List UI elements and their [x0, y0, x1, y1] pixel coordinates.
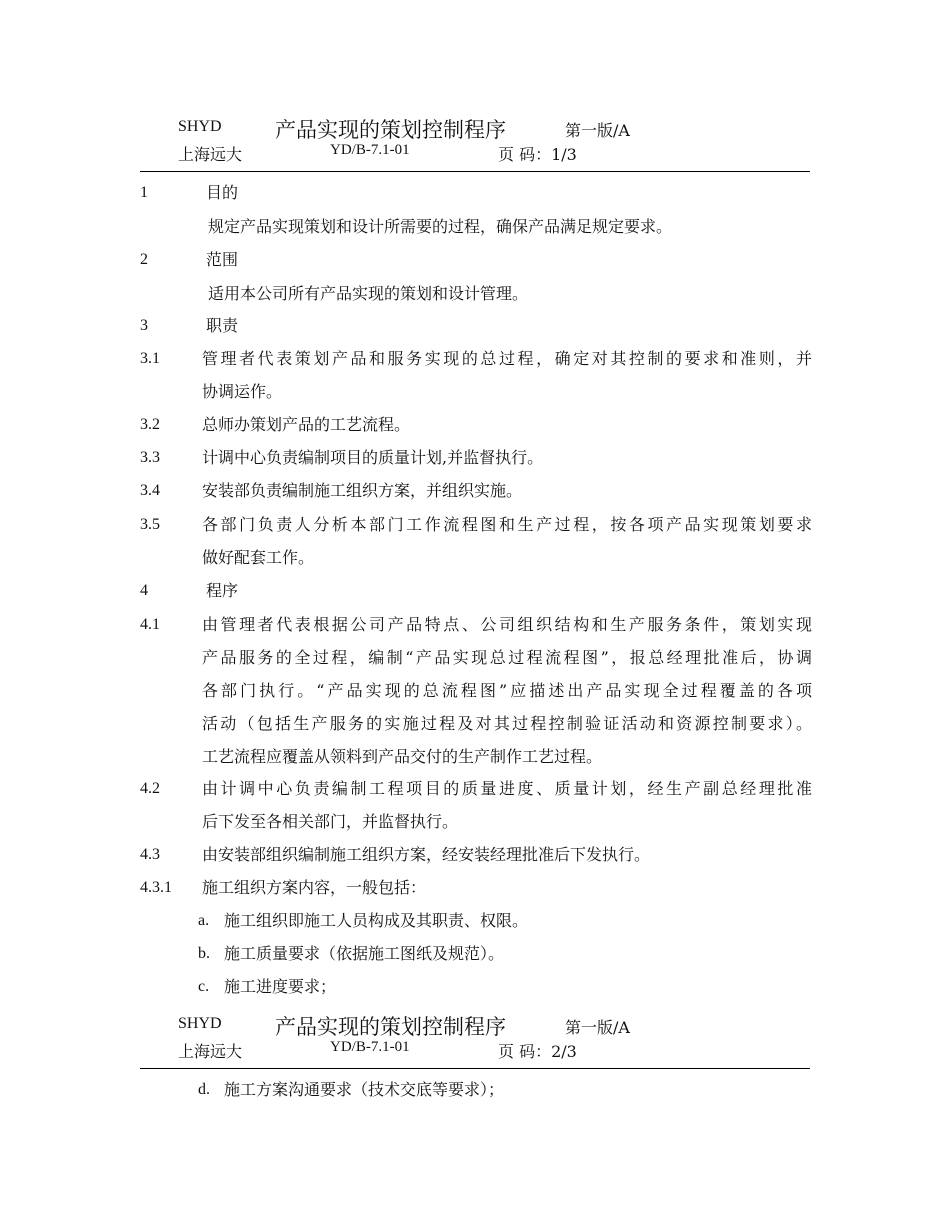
clause-text: 管理者代表策划产品和服务实现的总过程，确定对其控制的要求和准则，并	[202, 349, 812, 368]
section-heading	[140, 243, 812, 277]
clause-number: 3.4	[140, 482, 160, 499]
paragraph-line	[140, 277, 812, 311]
clause-text: 活动（包括生产服务的实施过程及对其过程控制验证活动和资源控制要求）。	[202, 714, 812, 733]
clause-text: 各部门负责人分析本部门工作流程图和生产过程，按各项产品实现策划要求	[202, 515, 812, 534]
clause-text: 由管理者代表根据公司产品特点、公司组织结构和生产服务条件，策划实现	[202, 615, 812, 634]
list-item	[140, 937, 812, 971]
clause-line	[140, 871, 812, 905]
clause-number: 3.1	[140, 350, 160, 367]
list-item	[140, 904, 812, 938]
clause-text: 产品服务的全过程，编制“产品实现总过程流程图”，报总经理批准后，协调	[202, 648, 812, 667]
section-number: 4	[140, 582, 148, 599]
clause-line	[140, 342, 812, 376]
clause-number: 4.2	[140, 780, 160, 797]
paragraph-line	[140, 210, 812, 244]
clause-number: 3.2	[140, 416, 160, 433]
page-header-2	[178, 1015, 738, 1063]
clause-continuation	[140, 707, 812, 741]
list-text: 施工质量要求（依据施工图纸及规范）。	[224, 944, 505, 963]
document-title: 产品实现的策划控制程序	[275, 1015, 506, 1039]
header-page-number: 页 码：2/3	[498, 1042, 577, 1061]
clause-number: 3.5	[140, 516, 160, 533]
clause-continuation	[140, 674, 812, 708]
clause-text: 工艺流程应覆盖从领料到产品交付的生产制作工艺过程。	[202, 747, 603, 766]
list-marker: d.	[198, 1081, 210, 1098]
clause-continuation	[140, 641, 812, 675]
clause-text: 安装部负责编制施工组织方案，并组织实施。	[202, 481, 523, 500]
section-title: 目的	[206, 183, 239, 202]
header-abbr: SHYD	[178, 1015, 222, 1032]
section-number: 1	[140, 184, 148, 201]
header-page-number: 页 码：1/3	[498, 145, 577, 164]
clause-text: 各部门执行。“产品实现的总流程图”应描述出产品实现全过程覆盖的各项	[202, 681, 812, 700]
header-abbr: SHYD	[178, 118, 222, 135]
list-marker: a.	[198, 912, 210, 929]
clause-number: 4.3	[140, 846, 160, 863]
section-heading	[140, 176, 812, 210]
clause-text: 施工组织方案内容，一般包括：	[202, 878, 427, 897]
list-marker: c.	[198, 978, 210, 995]
section-title: 范围	[206, 250, 239, 269]
section-title: 职责	[206, 316, 239, 335]
document-title: 产品实现的策划控制程序	[275, 118, 506, 142]
header-doc-code: YD/B-7.1-01	[330, 1039, 410, 1055]
section-number: 2	[140, 251, 148, 268]
list-item	[140, 1073, 812, 1107]
clause-line	[140, 441, 812, 475]
section-heading	[140, 574, 812, 608]
clause-line	[140, 772, 812, 806]
section-heading	[140, 309, 812, 343]
section-title: 程序	[206, 581, 239, 600]
clause-line	[140, 838, 812, 872]
list-text: 施工组织即施工人员构成及其职责、权限。	[224, 911, 529, 930]
clause-line	[140, 408, 812, 442]
list-text: 施工方案沟通要求（技术交底等要求）；	[224, 1080, 505, 1099]
header-company: 上海远大	[178, 145, 243, 164]
clause-continuation	[140, 375, 812, 409]
header-version: 第一版/A	[565, 1018, 630, 1037]
clause-number: 4.1	[140, 616, 160, 633]
list-marker: b.	[198, 945, 210, 962]
list-text: 施工进度要求；	[224, 977, 337, 996]
clause-text: 做好配套工作。	[202, 548, 315, 567]
header-doc-code: YD/B-7.1-01	[330, 142, 410, 158]
paragraph-text: 适用本公司所有产品实现的策划和设计管理。	[208, 284, 529, 303]
clause-line	[140, 608, 812, 642]
header-divider	[140, 1068, 810, 1069]
clause-continuation	[140, 740, 812, 774]
clause-text: 协调运作。	[202, 382, 283, 401]
header-divider	[140, 171, 810, 172]
header-version: 第一版/A	[565, 121, 630, 140]
clause-text: 由计调中心负责编制工程项目的质量进度、质量计划，经生产副总经理批准	[202, 779, 812, 798]
clause-number: 3.3	[140, 449, 160, 466]
clause-number: 4.3.1	[140, 879, 172, 896]
clause-text: 后下发至各相关部门，并监督执行。	[202, 812, 459, 831]
page-header-1	[178, 118, 738, 166]
paragraph-text: 规定产品实现策划和设计所需要的过程，确保产品满足规定要求。	[208, 217, 673, 236]
list-item	[140, 970, 812, 1004]
clause-text: 总师办策划产品的工艺流程。	[202, 415, 411, 434]
clause-text: 由安装部组织编制施工组织方案，经安装经理批准后下发执行。	[202, 845, 651, 864]
clause-continuation	[140, 541, 812, 575]
clause-text: 计调中心负责编制项目的质量计划,并监督执行。	[202, 448, 544, 467]
clause-line	[140, 508, 812, 542]
clause-continuation	[140, 805, 812, 839]
section-number: 3	[140, 317, 148, 334]
clause-line	[140, 474, 812, 508]
header-company: 上海远大	[178, 1042, 243, 1061]
